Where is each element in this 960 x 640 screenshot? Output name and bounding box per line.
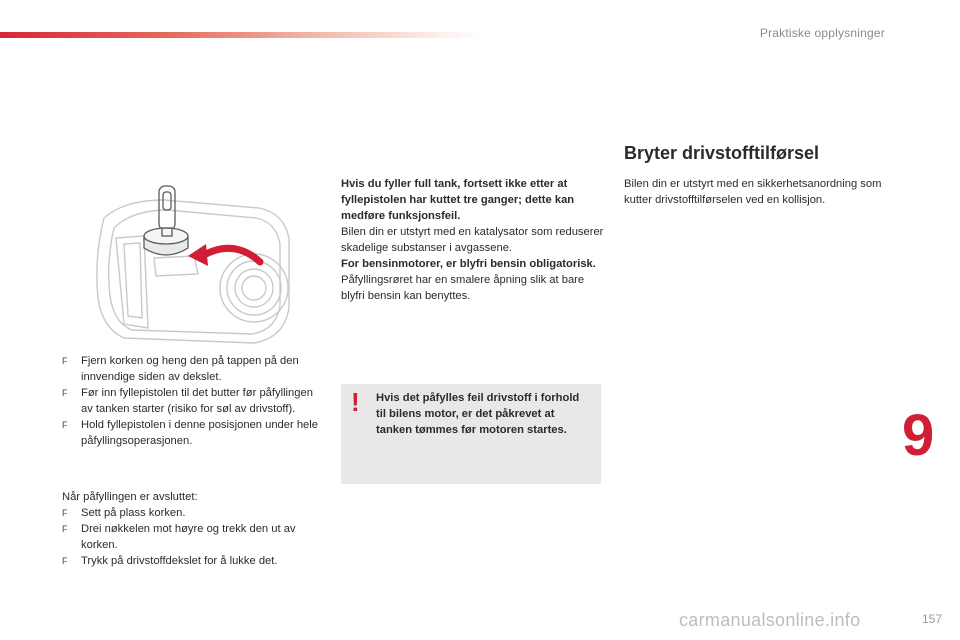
bullet-item (62, 385, 324, 417)
misfuel-warning-box (341, 384, 601, 484)
bullet-text: Trykk på drivstoffdekslet for å lukke det. (81, 555, 278, 567)
after-refuel-steps (62, 489, 324, 569)
chapter-number: 9 (902, 403, 935, 468)
bullet-text: Fjern korken og heng den på tappen på den innvendige siden av dekslet. (81, 355, 299, 383)
after-refuel-intro: Når påfyllingen er avsluttet: (62, 491, 198, 503)
bullet-text: Før inn fyllepistolen til det butter før påfyllingen av tanken starter (risiko for søl av drivstoff). (81, 387, 313, 415)
catalyst-note: Bilen din er utstyrt med en katalysator som reduserer skadelige substanser i avgassene. (341, 226, 604, 254)
fuel-notes (341, 176, 605, 304)
refuel-steps (62, 353, 324, 449)
unleaded-required: For bensinmotorer, er blyfri bensin obligatorisk. (341, 258, 596, 270)
fuel-cutoff-text: Bilen din er utstyrt med en sikkerhetsanordning som kutter drivstofftilførselen ved en kollisjon. (624, 178, 882, 206)
watermark: carmanualsonline.info (679, 610, 861, 630)
bullet-item (62, 353, 324, 385)
filler-neck-note: Påfyllingsrøret har en smalere åpning slik at bare blyfri bensin kan benyttes. (341, 274, 585, 302)
bullet-text: Hold fyllepistolen i denne posisjonen under hele påfyllingsoperasjonen. (81, 419, 318, 447)
bullet-marker-icon: F (62, 388, 68, 398)
misfuel-warning-text: Hvis det påfylles feil drivstoff i forhold til bilens motor, er det påkrevet at tanken tømmes før motoren startes. (376, 392, 580, 436)
bullet-marker-icon: F (62, 556, 68, 566)
bullet-marker-icon: F (62, 524, 68, 534)
section-title: Praktiske opplysninger (759, 26, 885, 40)
header-accent-bar (0, 32, 480, 38)
full-tank-warning: Hvis du fyller full tank, fortsett ikke etter at fyllepistolen har kuttet tre ganger; dette kan medføre funksjonsfeil. (341, 178, 575, 222)
warning-icon: ! (351, 387, 360, 417)
bullet-item (62, 505, 324, 521)
bullet-item (62, 553, 324, 569)
bullet-text: Sett på plass korken. (81, 507, 186, 519)
fuel-cutoff-title: Bryter drivstofftilførsel (624, 143, 820, 163)
bullet-marker-icon: F (62, 356, 68, 366)
fuel-filler-illustration (84, 178, 296, 348)
bullet-marker-icon: F (62, 508, 68, 518)
bullet-text: Drei nøkkelen mot høyre og trekk den ut av korken. (81, 523, 296, 551)
bullet-item (62, 417, 324, 449)
bullet-item (62, 521, 324, 553)
bullet-marker-icon: F (62, 420, 68, 430)
page-number: 157 (921, 612, 942, 626)
